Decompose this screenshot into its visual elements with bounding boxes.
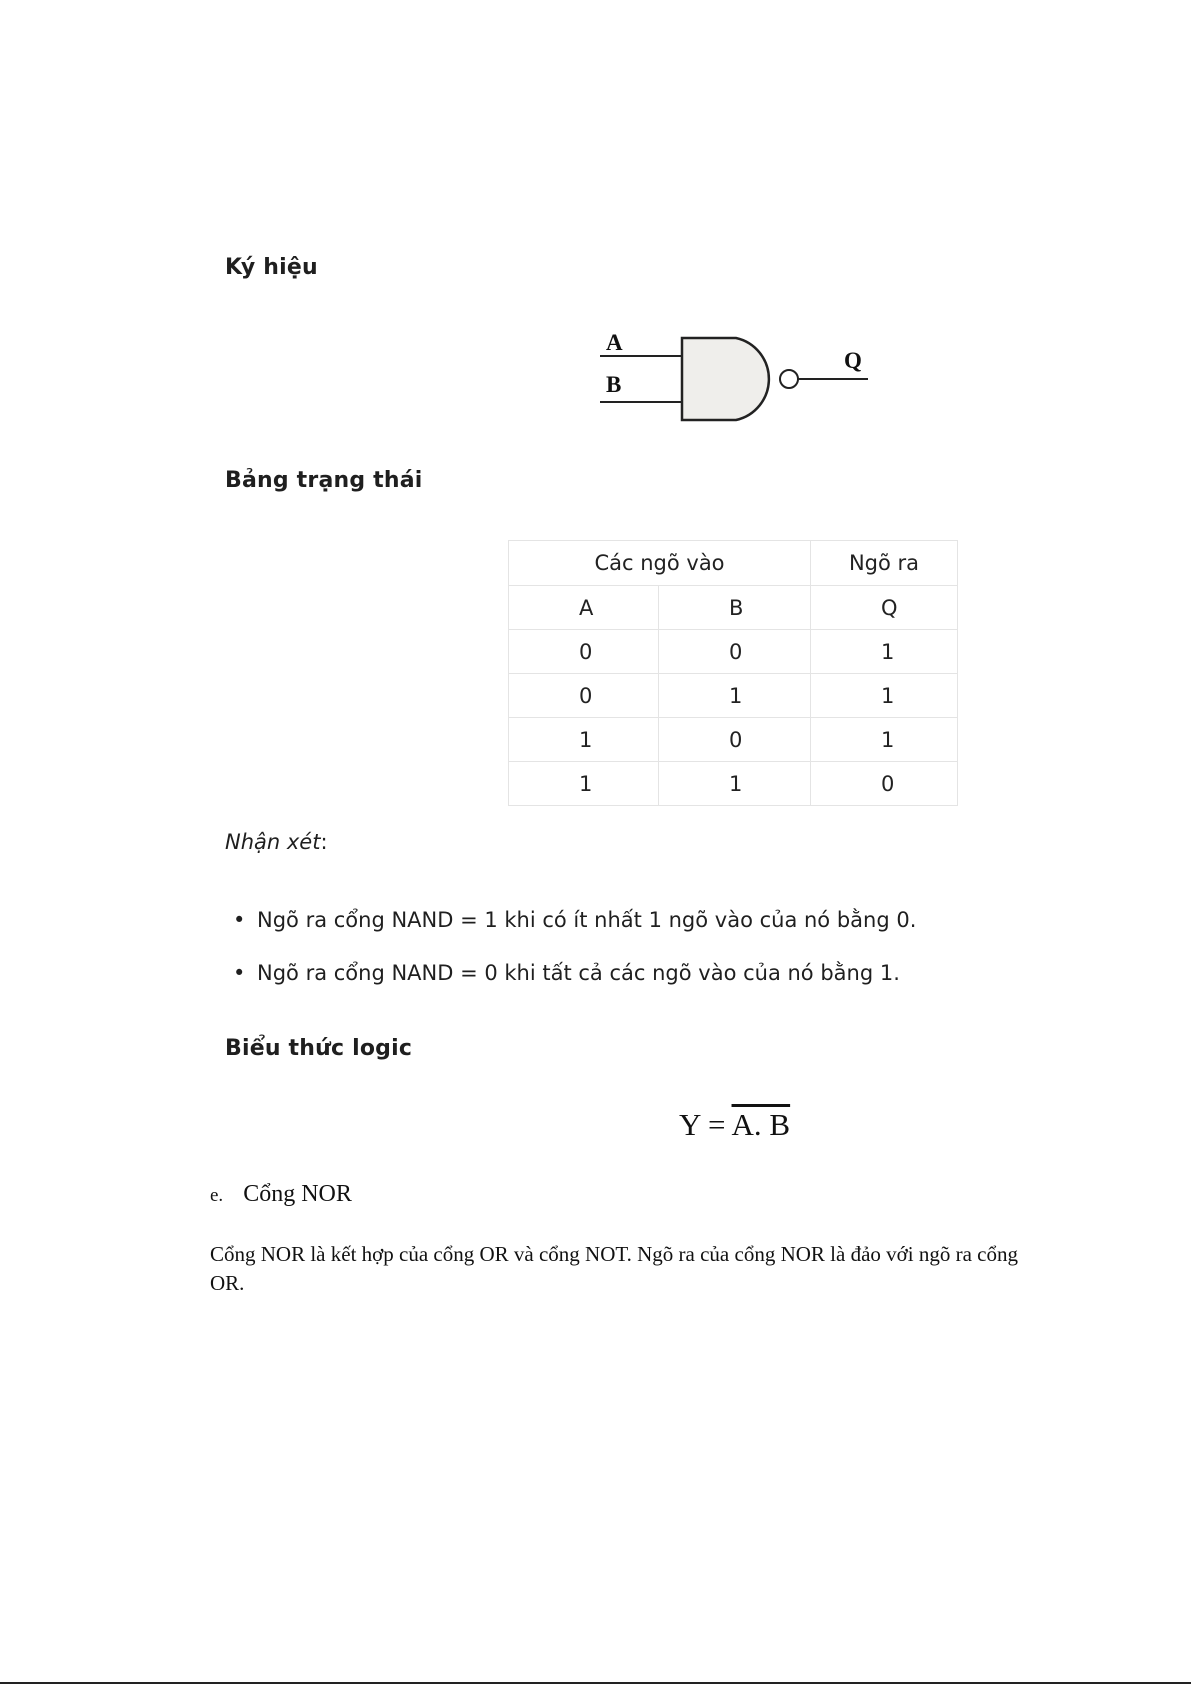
table-cell: 1 bbox=[811, 718, 958, 762]
header-inputs: Các ngõ vào bbox=[509, 541, 811, 586]
gate-input-a-label: A bbox=[606, 330, 623, 355]
column-header-b: B bbox=[659, 586, 811, 630]
truth-table bbox=[508, 540, 958, 806]
table-cell: 1 bbox=[659, 762, 811, 806]
section-heading-nor bbox=[210, 1181, 352, 1208]
table-cell: 0 bbox=[509, 674, 659, 718]
section-number: e. bbox=[210, 1185, 224, 1206]
table-cell: 1 bbox=[659, 674, 811, 718]
table-cell: 1 bbox=[509, 762, 659, 806]
nor-description-paragraph: Cổng NOR là kết hợp của cổng OR và cổng NOT. Ngõ ra của cổng NOR là đảo với ngõ ra cổng OR. bbox=[210, 1242, 1018, 1295]
table-cell: 1 bbox=[811, 674, 958, 718]
remark-label bbox=[225, 830, 328, 854]
list-item-text: Ngõ ra cổng NAND = 1 khi có ít nhất 1 ngõ vào của nó bằng 0. bbox=[257, 908, 917, 932]
gate-output-label: Q bbox=[844, 348, 862, 373]
table-row bbox=[509, 630, 958, 674]
heading-logic-expression: Biểu thức logic bbox=[225, 1036, 413, 1061]
gate-input-b-label: B bbox=[606, 372, 622, 397]
section-title: Cổng NOR bbox=[243, 1181, 352, 1207]
heading-symbol: Ký hiệu bbox=[225, 255, 318, 280]
remark-colon: : bbox=[320, 830, 328, 854]
bullet-icon: • bbox=[233, 908, 246, 932]
table-cell: 0 bbox=[509, 630, 659, 674]
remark-list bbox=[230, 900, 916, 1006]
table-header-columns-row bbox=[509, 586, 958, 630]
table-cell: 0 bbox=[659, 718, 811, 762]
table-cell: 0 bbox=[659, 630, 811, 674]
heading-truth-table: Bảng trạng thái bbox=[225, 468, 423, 493]
list-item bbox=[230, 900, 916, 953]
table-header-group-row bbox=[509, 541, 958, 586]
logic-formula bbox=[679, 1107, 790, 1143]
table-cell: 1 bbox=[509, 718, 659, 762]
remark-label-text: Nhận xét bbox=[225, 830, 321, 854]
formula-rhs: A. B bbox=[731, 1107, 791, 1142]
formula-equals: = bbox=[700, 1107, 732, 1142]
table-cell: 1 bbox=[811, 630, 958, 674]
table-row bbox=[509, 762, 958, 806]
nand-gate-diagram bbox=[596, 326, 876, 426]
bullet-icon: • bbox=[233, 961, 246, 985]
nand-body-shape bbox=[682, 338, 769, 420]
formula-lhs: Y bbox=[679, 1107, 701, 1142]
table-row bbox=[509, 674, 958, 718]
table-cell: 0 bbox=[811, 762, 958, 806]
table-row bbox=[509, 718, 958, 762]
inversion-bubble bbox=[780, 370, 798, 388]
header-output: Ngõ ra bbox=[811, 541, 958, 586]
page-bottom-rule bbox=[0, 1682, 1191, 1684]
list-item bbox=[230, 953, 916, 1006]
column-header-a: A bbox=[509, 586, 659, 630]
column-header-q: Q bbox=[811, 586, 958, 630]
list-item-text: Ngõ ra cổng NAND = 0 khi tất cả các ngõ vào của nó bằng 1. bbox=[257, 961, 900, 985]
